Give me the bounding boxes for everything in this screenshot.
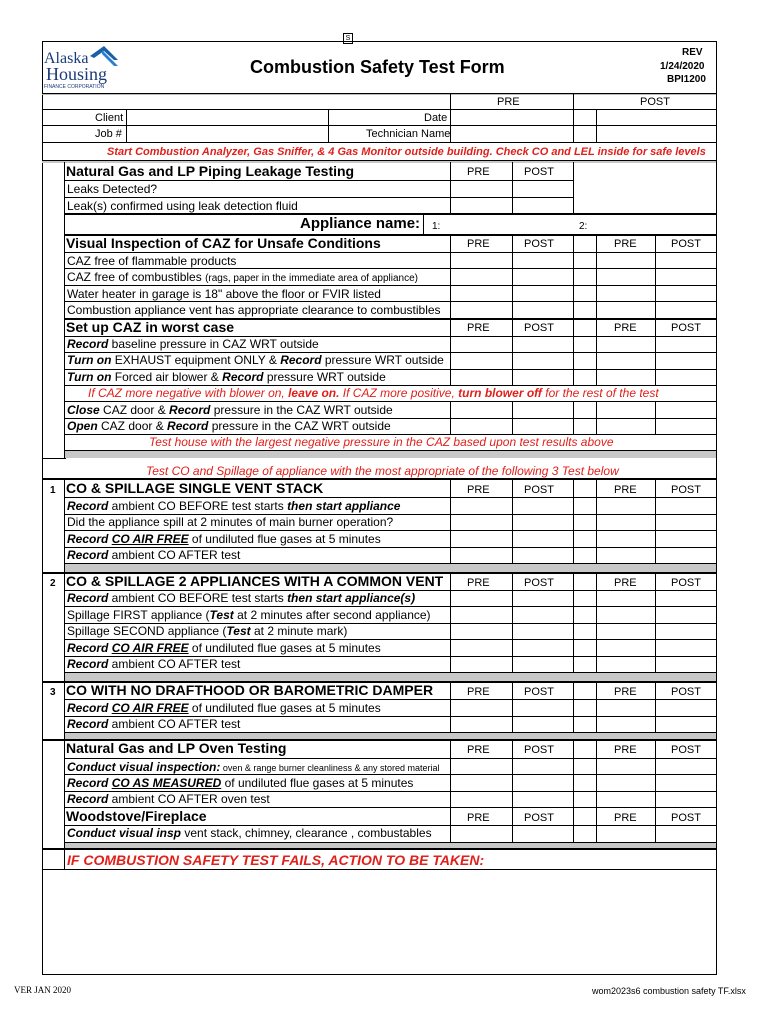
caz-section-title: Set up CAZ in worst case xyxy=(66,319,235,335)
test2-post-2: POST xyxy=(671,577,701,589)
test3-title: CO WITH NO DRAFTHOOD OR BAROMETRIC DAMPER xyxy=(66,683,434,697)
test1-post-1: POST xyxy=(524,484,554,496)
oven-section-title: Natural Gas and LP Oven Testing xyxy=(66,740,287,756)
gas-post-label: POST xyxy=(524,166,554,178)
visual-post-2: POST xyxy=(671,238,701,250)
appliance-1-label: 1: xyxy=(432,221,441,232)
test2-row-3: Spillage SECOND appliance (Test at 2 minute mark) xyxy=(67,624,348,638)
gas-pre-label: PRE xyxy=(467,166,490,178)
action-notes-area[interactable] xyxy=(44,871,714,971)
date-input[interactable] xyxy=(451,110,572,124)
test2-row-2: Spillage FIRST appliance (Test at 2 minutes after second appliance) xyxy=(67,608,431,622)
date-label: Date xyxy=(424,112,448,124)
oven-post-1: POST xyxy=(524,744,554,756)
caz-row-5: Open CAZ door & Record pressure in the CAZ WRT outside xyxy=(67,419,391,433)
oven-row-3: Record ambient CO AFTER oven test xyxy=(67,792,270,806)
caz-blower-note: If CAZ more negative with blower on, leave on. If CAZ more positive, turn blower off for the rest of the test xyxy=(88,386,659,400)
test3-post-2: POST xyxy=(671,686,701,698)
oven-pre-1: PRE xyxy=(467,744,490,756)
co-test-note: Test CO and Spillage of appliance with the most appropriate of the following 3 Test below xyxy=(146,464,619,478)
caz-row-4: Close CAZ door & Record pressure in the CAZ WRT outside xyxy=(67,403,393,417)
fail-note: IF COMBUSTION SAFETY TEST FAILS, ACTION TO BE TAKEN: xyxy=(67,852,485,868)
logo xyxy=(44,44,128,92)
wood-row-1: Conduct visual insp vent stack, chimney, clearance , combustables xyxy=(67,826,432,840)
client-input[interactable] xyxy=(127,110,327,124)
test2-number: 2 xyxy=(50,578,56,589)
gas-row-1: Leaks Detected? xyxy=(67,182,158,196)
technician-label: Technician Name xyxy=(366,128,451,140)
test1-post-2: POST xyxy=(671,484,701,496)
logo-line1: Alaska xyxy=(44,50,89,67)
test1-number: 1 xyxy=(50,485,56,496)
visual-pre-1: PRE xyxy=(467,238,490,250)
wood-pre-2: PRE xyxy=(614,812,637,824)
test3-row-1: Record CO AIR FREE of undiluted flue gases at 5 minutes xyxy=(67,701,381,715)
caz-post-1: POST xyxy=(524,322,554,334)
caz-pre-1: PRE xyxy=(467,322,490,334)
caz-row-3: Turn on Forced air blower & Record pressure WRT outside xyxy=(67,370,386,384)
caz-post-2: POST xyxy=(671,322,701,334)
caz-pre-2: PRE xyxy=(614,322,637,334)
appliance-name-label: Appliance name: xyxy=(300,215,421,232)
test3-number: 3 xyxy=(50,687,56,698)
rev-date: 1/24/2020 xyxy=(660,61,705,72)
appliance-2-label: 2: xyxy=(579,221,588,232)
header-post-label: POST xyxy=(640,96,670,108)
technician-input[interactable] xyxy=(451,126,572,141)
visual-row-3: Water heater in garage is 18" above the floor or FVIR listed xyxy=(67,287,381,301)
test2-row-5: Record ambient CO AFTER test xyxy=(67,657,241,671)
test2-post-1: POST xyxy=(524,577,554,589)
test1-row-3: Record CO AIR FREE of undiluted flue gases at 5 minutes xyxy=(67,532,381,546)
footer-filename: wom2023s6 combustion safety TF.xlsx xyxy=(592,986,746,996)
oven-post-2: POST xyxy=(671,744,701,756)
test1-title: CO & SPILLAGE SINGLE VENT STACK xyxy=(66,480,324,496)
test3-post-1: POST xyxy=(524,686,554,698)
test2-pre-2: PRE xyxy=(614,577,637,589)
test1-pre-1: PRE xyxy=(467,484,490,496)
footer-version: VER JAN 2020 xyxy=(14,985,72,995)
test1-pre-2: PRE xyxy=(614,484,637,496)
test1-row-2: Did the appliance spill at 2 minutes of main burner operation? xyxy=(67,515,394,529)
caz-row-2: Turn on EXHAUST equipment ONLY & Record pressure WRT outside xyxy=(67,353,444,367)
wood-pre-1: PRE xyxy=(467,812,490,824)
job-input[interactable] xyxy=(127,126,327,141)
test2-pre-1: PRE xyxy=(467,577,490,589)
test1-row-1: Record ambient CO BEFORE test starts then start appliance xyxy=(67,499,401,513)
test3-pre-2: PRE xyxy=(614,686,637,698)
visual-row-1: CAZ free of flammable products xyxy=(67,254,237,268)
logo-line2: Housing xyxy=(46,64,108,84)
gas-row-2: Leak(s) confirmed using leak detection fluid xyxy=(67,199,298,213)
oven-row-2: Record CO AS MEASURED of undiluted flue gases at 5 minutes xyxy=(67,776,414,790)
start-note: Start Combustion Analyzer, Gas Sniffer, & 4 Gas Monitor outside building. Check CO and LEL inside for safe levels xyxy=(107,146,706,158)
logo-line3: FINANCE CORPORATION xyxy=(44,84,105,90)
test1-row-4: Record ambient CO AFTER test xyxy=(67,548,241,562)
test2-title: CO & SPILLAGE 2 APPLIANCES WITH A COMMON VENT xyxy=(66,574,444,588)
oven-pre-2: PRE xyxy=(614,744,637,756)
visual-row-4: Combustion appliance vent has appropriate clearance to combustibles xyxy=(67,303,441,317)
test2-row-4: Record CO AIR FREE of undiluted flue gases at 5 minutes xyxy=(67,641,381,655)
test3-row-2: Record ambient CO AFTER test xyxy=(67,717,241,731)
test2-row-1: Record ambient CO BEFORE test starts then start appliance(s) xyxy=(67,591,416,605)
visual-row-2: CAZ free of combustibles (rags, paper in the immediate area of appliance) xyxy=(67,270,418,284)
wood-section-title: Woodstove/Fireplace xyxy=(66,808,207,824)
wood-post-2: POST xyxy=(671,812,701,824)
job-label: Job # xyxy=(95,128,122,140)
appliance-1-input[interactable] xyxy=(450,215,572,233)
rev-label: REV xyxy=(682,47,703,58)
visual-post-1: POST xyxy=(524,238,554,250)
visual-pre-2: PRE xyxy=(614,238,637,250)
header-pre-label: PRE xyxy=(497,96,520,108)
visual-section-title: Visual Inspection of CAZ for Unsafe Conditions xyxy=(66,235,381,251)
page-marker: S xyxy=(343,33,353,44)
oven-row-1: Conduct visual inspection: oven & range burner cleanliness & any stored material xyxy=(67,760,440,774)
form-title: Combustion Safety Test Form xyxy=(250,57,505,77)
test3-pre-1: PRE xyxy=(467,686,490,698)
rev-code: BPI1200 xyxy=(667,74,706,85)
caz-row-1: Record baseline pressure in CAZ WRT outside xyxy=(67,337,319,351)
caz-largest-note: Test house with the largest negative pressure in the CAZ based upon test results above xyxy=(149,435,614,449)
appliance-2-input[interactable] xyxy=(597,215,714,233)
client-label: Client xyxy=(95,112,124,124)
gas-section-title: Natural Gas and LP Piping Leakage Testing xyxy=(66,163,355,179)
wood-post-1: POST xyxy=(524,812,554,824)
